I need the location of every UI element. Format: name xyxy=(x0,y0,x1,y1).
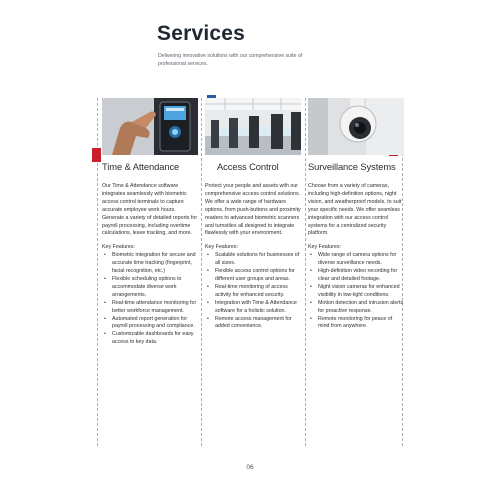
page-number: 06 xyxy=(246,464,254,471)
page-title: Services xyxy=(157,22,246,45)
key-features-heading: Key Features: xyxy=(102,244,135,251)
service-column-access-control xyxy=(205,98,301,331)
fingerprint-scanner-photo xyxy=(102,98,198,155)
list-item: • Night vision cameras for enhanced visibility in low-light conditions. xyxy=(308,284,404,300)
list-item: • Real-time monitoring of access activity for enhanced security. xyxy=(205,284,301,300)
list-item: • Automated report generation for payroll processing and compliance. xyxy=(102,316,198,332)
list-item: • Biometric integration for secure and accurate time tracking (fingerprint, facial recognition, etc.) xyxy=(102,252,198,276)
key-features-heading: Key Features: xyxy=(308,244,341,251)
column-title: Access Control xyxy=(217,161,279,172)
list-item: • Flexible scheduling options to accommodate diverse work arrangements. xyxy=(102,276,198,300)
feature-list xyxy=(205,252,301,331)
list-item: • High-definition video recording for clear and detailed footage. xyxy=(308,268,404,284)
list-item: • Remote monitoring for peace of mind from anywhere. xyxy=(308,316,404,332)
divider-1 xyxy=(201,98,202,446)
key-features-heading: Key Features: xyxy=(205,244,238,251)
column-title: Time & Attendance xyxy=(102,161,180,172)
column-title: Surveillance Systems xyxy=(308,161,396,172)
column-description: Choose from a variety of cameras, including high-definition options, night vision, and weatherproof models, to suit your specific needs. We offer seamless integration with our access control systems for a centralized security platform. xyxy=(308,183,402,237)
list-item: • Customizable dashboards for easy access to key data. xyxy=(102,331,198,347)
accent-tab-red-1 xyxy=(92,148,101,162)
list-item: • Motion detection and intrusion alerts for proactive response. xyxy=(308,300,404,316)
feature-list xyxy=(308,252,404,331)
security-camera-photo xyxy=(308,98,404,155)
turnstile-gates-photo xyxy=(205,98,301,155)
list-item: • Scalable solutions for businesses of all sizes. xyxy=(205,252,301,268)
feature-list xyxy=(102,252,198,347)
list-item: • Wide range of camera options for diverse surveillance needs. xyxy=(308,252,404,268)
list-item: • Flexible access control options for different user groups and areas. xyxy=(205,268,301,284)
service-column-time-attendance xyxy=(102,98,198,347)
column-description: Our Time & Attendance software integrates seamlessly with biometric access control terminals to capture accurate employee work hours. Generate a variety of detailed reports for payroll processing, including overtime calculations, leave tracking, and more. xyxy=(102,183,198,237)
service-column-surveillance xyxy=(308,98,404,331)
list-item: • Remote access management for added convenience. xyxy=(205,316,301,332)
divider-2 xyxy=(305,98,306,446)
page-subtitle: Delivering innovative solutions with our comprehensive suite of professional services. xyxy=(158,53,303,67)
column-description: Protect your people and assets with our comprehensive access control solutions. We offer a wide range of hardware options, from push-buttons and proximity readers to advanced biometric scanners and turnstiles all designed to integrate flawlessly with your environment. xyxy=(205,183,301,237)
list-item: • Integration with Time & Attendance software for a holistic solution. xyxy=(205,300,301,316)
list-item: • Real-time attendance monitoring for better workforce management. xyxy=(102,300,198,316)
